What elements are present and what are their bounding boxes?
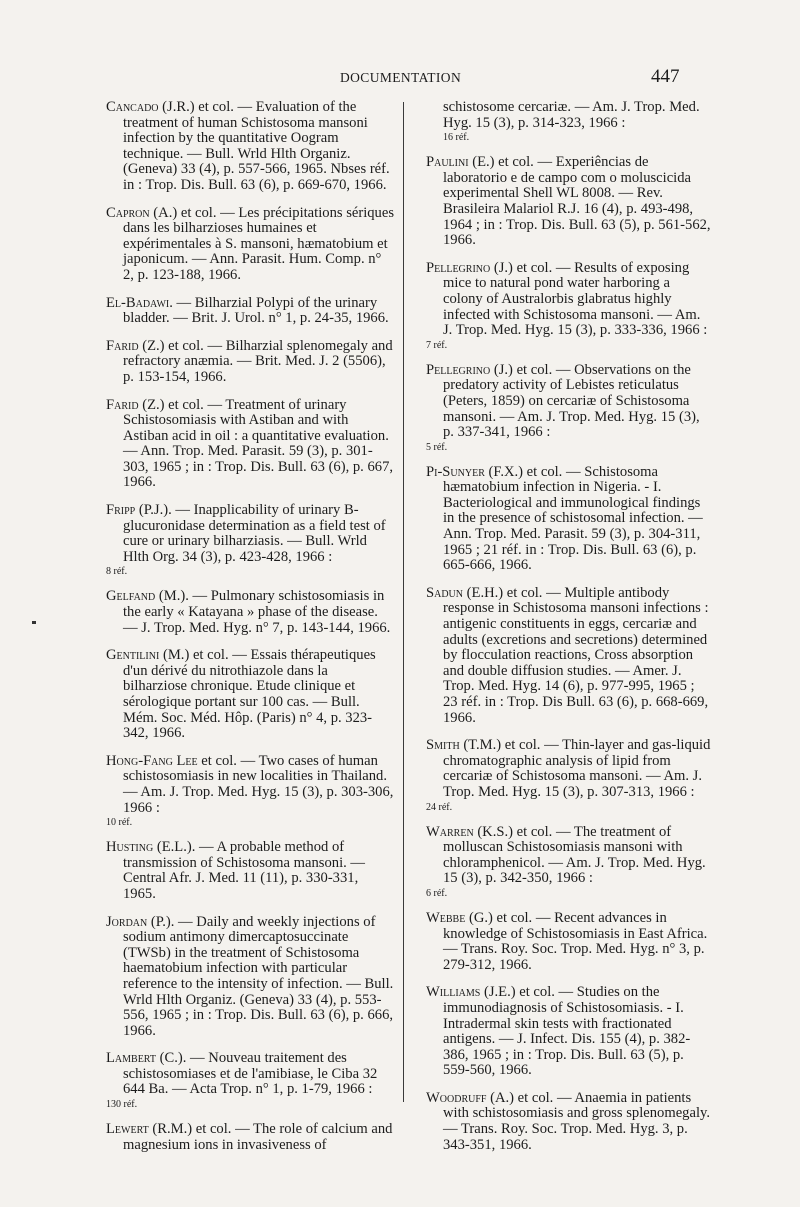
entry-author: Paulini <box>426 154 469 171</box>
bibliography-entry <box>426 985 711 1079</box>
entry-author: Farid <box>106 396 139 413</box>
reference-count: 7 réf. <box>426 339 448 351</box>
entry-text: (E.H.) et col. — Multiple antibody response in Schistosoma mansoni infections : antigenic constituents in eggs, cercariæ and adults (excretions and secretions) determined by flocculation reactions, Cross absorption and double diffusion studies. — Amer. J. Trop. Med. Hyg. 14 (6), p. 977-995, 1965 ; 23 réf. in : Trop. Dis Bull. 63 (6), p. 668-669, 1966. <box>443 584 709 726</box>
reference-count: 130 réf. <box>106 1099 138 1111</box>
reference-count: 10 réf. <box>106 817 133 829</box>
entry-text: (Z.) et col. — Treatment of urinary Schistosomiasis with Astiban and with Astiban acid in oil : a quantitative evaluation. — Ann. Trop. Med. Parasit. 59 (3), p. 301-303, 1965 ; in : Trop. Dis. Bull. 63 (6), p. 667, 1966. <box>123 396 394 491</box>
entry-author: Cancado <box>106 99 159 115</box>
reference-count: 6 réf. <box>426 887 448 899</box>
entry-author: Woodruff <box>426 1089 487 1106</box>
entry-author: Pellegrino <box>426 361 491 378</box>
bibliography-entry <box>106 206 394 284</box>
entry-author: Gentilini <box>106 647 160 664</box>
entry-text: (A.) et col. — Anaemia in patients with schistosomiasis and gross splenomegaly. — Trans. Roy. Soc. Trop. Med. Hyg. 3, p. 343-351, 1966. <box>443 1089 710 1153</box>
entry-text: (M.) et col. — Essais thérapeutiques d'un dérivé du nitrothiazole dans la bilharziose chronique. Etude clinique et sérologique portant sur 100 cas. — Bull. Mém. Soc. Méd. Hôp. (Paris) n° 4, p. 323-342, 1966. <box>123 647 376 742</box>
entry-text: (P.). — Daily and weekly injections of sodium antimony dimercaptosuccinate (TWSb) in the treatment of Schistosoma haematobium infection with particular reference to the intensity of infection. — Bull. Wrld Hlth Organiz. (Geneva) 33 (4), p. 553-556, 1965 ; in : Trop. Dis. Bull. 63 (6), p. 666, 1966. <box>123 913 394 1039</box>
entry-author: Sadun <box>426 584 464 601</box>
entry-text: (K.S.) et col. — The treatment of molluscan Schistosomiasis mansoni with chloramphenicol. — Am. J. Trop. Med. Hyg. 15 (3), p. 342-350, 1966 : <box>443 823 706 887</box>
entry-author: Jordan <box>106 913 148 930</box>
entry-author: Gelfand <box>106 588 156 605</box>
entry-author: Lewert <box>106 1121 149 1138</box>
reference-count: 24 réf. <box>426 801 453 813</box>
entry-text: schistosome cercariæ. — Am. J. Trop. Med. Hyg. 15 (3), p. 314-323, 1966 : <box>443 99 700 131</box>
entry-author: Webbe <box>426 909 466 926</box>
entry-text: et col. — Two cases of human schistosomiasis in new localities in Thailand. — Am. J. Trop. Med. Hyg. 15 (3), p. 303-306, 1966 : <box>123 752 394 816</box>
bibliography-entry <box>426 363 711 453</box>
entry-text: (J.R.) et col. — Evaluation of the treatment of human Schistosoma mansoni infection by the quantitative Oogram technique. — Bull. Wrld Hlth Organiz. (Geneva) 33 (4), p. 557-566, 1965. Nbses réf. in : Trop. Dis. Bull. 63 (6), p. 669-670, 1966. <box>123 99 390 193</box>
bibliography-entry <box>106 339 394 386</box>
bibliography-entry <box>106 503 394 577</box>
margin-mark <box>32 621 36 624</box>
column-divider <box>403 102 404 1102</box>
bibliography-entry <box>106 840 394 902</box>
entry-author: Smith <box>426 737 460 754</box>
bibliography-entry <box>106 1051 394 1110</box>
reference-count: 5 réf. <box>426 441 448 453</box>
entry-text: (J.E.) et col. — Studies on the immunodiagnosis of Schistosomiasis. - I. Intradermal skin tests with fractionated antigens. — J. Infect. Dis. 155 (4), p. 382-386, 1965 ; in : Trop. Dis. Bull. 63 (5), p. 559-560, 1966. <box>443 984 691 1079</box>
entry-text: (A.) et col. — Les précipitations sériques dans les bilharzioses humaines et expérimentales à S. mansoni, hæmatobium et japonicum. — Ann. Parasit. Hum. Comp. n° 2, p. 123-188, 1966. <box>123 204 395 283</box>
entry-text: (T.M.) et col. — Thin-layer and gas-liquid chromatographic analysis of lipid from cercariæ of Schistosoma mansoni. — Am. J. Trop. Med. Hyg. 15 (3), p. 307-313, 1966 : <box>443 737 711 800</box>
bibliography-entry <box>106 100 394 194</box>
left-column <box>106 100 394 1165</box>
running-title: DOCUMENTATION <box>340 70 462 85</box>
entry-author: Hong-Fang Lee <box>106 752 198 769</box>
entry-text: (G.) et col. — Recent advances in knowledge of Schistosomiasis in East Africa. — Trans. Roy. Soc. Trop. Med. Hyg. n° 3, p. 279-312, 1966. <box>443 909 708 973</box>
bibliography-entry <box>426 586 711 726</box>
bibliography-entry <box>106 589 394 636</box>
bibliography-entry <box>106 754 394 828</box>
reference-count: 8 réf. <box>106 566 128 578</box>
bibliography-entry <box>426 155 711 249</box>
entry-author: Farid <box>106 337 139 354</box>
entry-text: . — Bilharzial Polypi of the urinary bladder. — Brit. J. Urol. n° 1, p. 24-35, 1966. <box>123 294 389 327</box>
bibliography-entry <box>426 465 711 574</box>
right-column <box>426 100 711 1165</box>
entry-text: (M.). — Pulmonary schistosomiasis in the early « Katayana » phase of the disease. — J. Trop. Med. Hyg. n° 7, p. 143-144, 1966. <box>123 588 391 636</box>
bibliography-entry <box>106 648 394 742</box>
entry-text: (P.J.). — Inapplicability of urinary B-glucuronidase determination as a field test of cure or urinary bilharziasis. — Bull. Wrld Hlth Org. 34 (3), p. 423-428, 1966 : <box>123 502 386 565</box>
entry-author: Husting <box>106 839 154 856</box>
page-number: 447 <box>651 66 680 87</box>
entry-text: (E.L.). — A probable method of transmission of Schistosoma mansoni. — Central Afr. J. Med. 11 (11), p. 330-331, 1965. <box>123 839 366 902</box>
entry-author: Warren <box>426 823 474 840</box>
entry-text: (Z.) et col. — Bilharzial splenomegaly and refractory anæmia. — Brit. Med. J. 2 (5506), p. 153-154, 1966. <box>123 337 393 385</box>
entry-text: (E.) et col. — Experiências de laboratorio e de campo com o moluscicida experimental Shell WL 8008. — Rev. Brasileira Malariol R.J. 16 (4), p. 493-498, 1964 ; in : Trop. Dis. Bull. 63 (5), p. 561-562, 1966. <box>443 154 711 249</box>
entry-text: (F.X.) et col. — Schistosoma hæmatobium infection in Nigeria. - I. Bacteriological and immunological findings in the presence of schistosomal infection. — Ann. Trop. Med. Parasit. 59 (3), p. 304-311, 1965 ; 21 réf. in : Trop. Dis. Bull. 63 (6), p. 665-666, 1966. <box>443 463 703 574</box>
entry-author: El-Badawi <box>106 294 170 311</box>
entry-text: (J.) et col. — Observations on the predatory activity of Lebistes reticulatus (Peters, 1859) on cercariæ of Schistosoma mansoni. — Am. J. Trop. Med. Hyg. 15 (3), p. 337-341, 1966 : <box>443 361 700 441</box>
bibliography-entry <box>106 915 394 1040</box>
bibliography-entry <box>426 738 711 812</box>
entry-author: Pi-Sunyer <box>426 463 485 480</box>
bibliography-entry <box>426 1091 711 1153</box>
bibliography-entry <box>426 825 711 899</box>
entry-text: (R.M.) et col. — The role of calcium and magnesium ions in invasiveness of <box>123 1121 393 1153</box>
bibliography-entry-continued <box>426 100 711 143</box>
bibliography-entry <box>106 1122 394 1153</box>
bibliography-entry <box>106 296 394 327</box>
entry-author: Pellegrino <box>426 259 491 276</box>
bibliography-entry <box>106 398 394 492</box>
entry-text: (C.). — Nouveau traitement des schistosomiases et de l'amibiase, le Ciba 32 644 Ba. — Acta Trop. n° 1, p. 1-79, 1966 : <box>123 1050 378 1098</box>
reference-count: 16 réf. <box>443 132 470 144</box>
entry-author: Fripp <box>106 502 136 519</box>
entry-text: (J.) et col. — Results of exposing mice to natural pond water harboring a colony of Australorbis glabratus highly infected with Schistosoma mansoni. — Am. J. Trop. Med. Hyg. 15 (3), p. 333-336, 1966 : <box>443 259 708 339</box>
entry-author: Capron <box>106 204 150 221</box>
bibliography-entry <box>426 261 711 351</box>
bibliography-entry <box>426 911 711 973</box>
entry-author: Williams <box>426 984 481 1001</box>
entry-author: Lambert <box>106 1050 156 1067</box>
